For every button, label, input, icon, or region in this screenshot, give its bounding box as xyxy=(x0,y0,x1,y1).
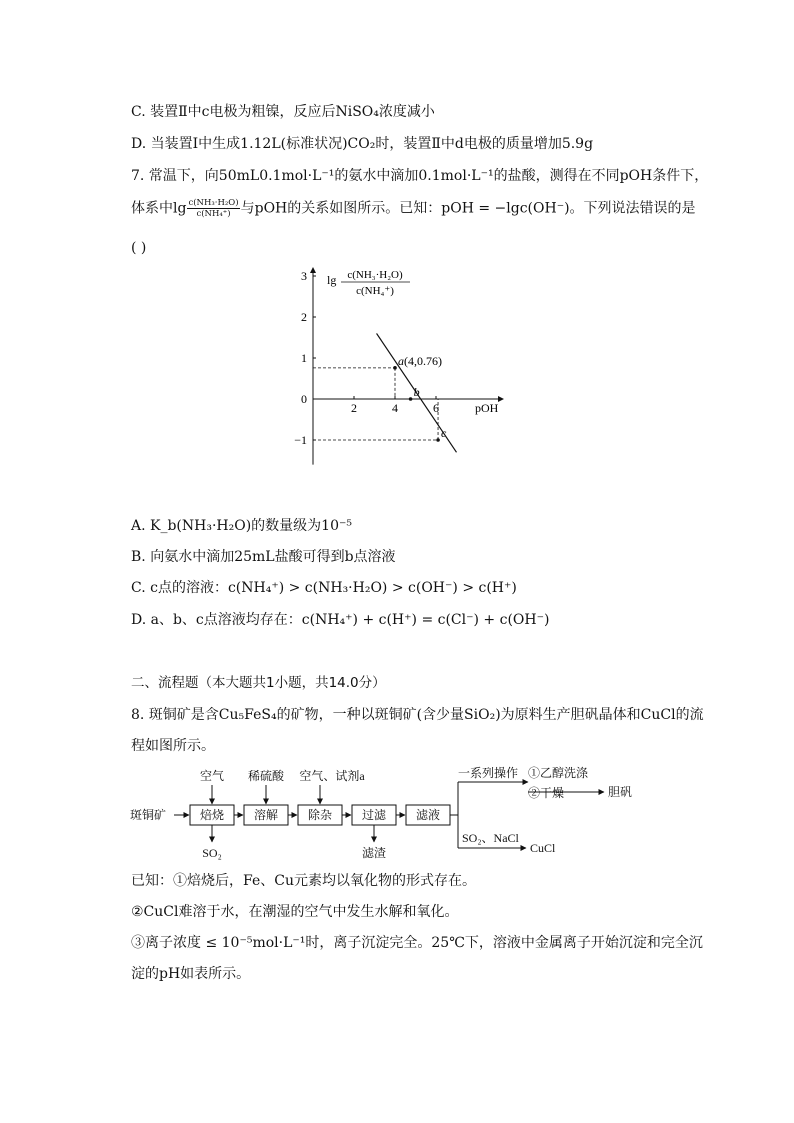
point-label-b: b xyxy=(413,385,420,399)
ylabel-denominator: c(NH₄⁺) xyxy=(356,285,394,297)
flow-product-bluevitriol: 胆矾 xyxy=(608,785,633,799)
q8-flowchart xyxy=(128,764,668,862)
flow-product-cucl: CuCl xyxy=(530,841,556,855)
q8-known-1: 已知：①焙烧后，Fe、Cu元素均以氧化物的形式存在。 xyxy=(131,873,476,889)
q8-known-2: ②CuCl难溶于水，在潮湿的空气中发生水解和氧化。 xyxy=(131,904,459,920)
q7-stem-line1: 7. 常温下，向50mL0.1mol·L⁻¹的氨水中滴加0.1mol·L⁻¹的盐酸，测得在不同pOH条件下， xyxy=(131,168,709,184)
ylabel-lg: lg xyxy=(327,273,337,287)
flow-dry: ②干燥 xyxy=(528,786,565,800)
q7-stem-line2 xyxy=(131,198,696,219)
q7-fraction-denominator: c(NH₄⁺) xyxy=(196,209,231,219)
y-tick-label: 2 xyxy=(301,310,307,324)
point-c xyxy=(436,438,440,442)
y-tick-label: 0 xyxy=(301,392,307,406)
flow-output-so2: SO₂ xyxy=(202,846,222,860)
q8-stem-line2: 程如图所示。 xyxy=(131,738,215,754)
flow-step-filtrate: 滤液 xyxy=(415,808,441,822)
flow-reagents: SO₂、NaCl xyxy=(462,831,519,845)
flow-wash: ①乙醇洗涤 xyxy=(528,766,589,780)
flow-step-roast: 焙烧 xyxy=(199,808,225,822)
q8-known-4: 淀的pH如表所示。 xyxy=(131,966,251,982)
chart-points xyxy=(313,354,447,442)
x-tick-label: 2 xyxy=(351,401,357,415)
q6-option-d: D. 当装置Ⅰ中生成1.12L(标准状况)CO₂时，装置Ⅱ中d电极的质量增加5.9g xyxy=(131,136,594,152)
chart-xlabel: pOH xyxy=(475,401,499,415)
q6-option-c: C. 装置Ⅱ中c电极为粗镍，反应后NiSO₄浓度减小 xyxy=(131,104,435,120)
y-tick-label: 1 xyxy=(301,351,307,365)
flow-step-dissolve: 溶解 xyxy=(253,808,279,822)
flow-input-air: 空气 xyxy=(199,769,225,783)
x-tick-label: 6 xyxy=(433,401,439,415)
flow-step-filter: 过滤 xyxy=(361,808,387,822)
section2-title: 二、流程题（本大题共1小题，共14.0分） xyxy=(131,675,386,691)
q7-option-a: A. K_b(NH₃·H₂O)的数量级为10⁻⁵ xyxy=(131,518,352,534)
q7-lg-prefix: 体系中lg xyxy=(131,200,187,217)
x-tick-label: 4 xyxy=(392,401,398,415)
q8-stem-line1: 8. 斑铜矿是含Cu₅FeS₄的矿物，一种以斑铜矿(含少量SiO₂)为原料生产胆矾晶体和CuCl的流 xyxy=(131,707,704,723)
q7-answer-paren: ( ) xyxy=(131,240,147,256)
flow-input-acid: 稀硫酸 xyxy=(247,769,285,783)
q7-option-d: D. a、b、c点溶液均存在：c(NH₄⁺) + c(H⁺) = c(Cl⁻) + c(OH⁻) xyxy=(131,612,550,628)
ylabel-numerator: c(NH₃·H₂O) xyxy=(347,269,403,281)
point-b xyxy=(409,397,413,401)
point-label-c: c xyxy=(441,426,447,440)
q7-option-b: B. 向氨水中滴加25mL盐酸可得到b点溶液 xyxy=(131,549,396,565)
q7-fraction-numerator: c(NH₃·H₂O) xyxy=(188,198,239,208)
flow-output-residue: 滤渣 xyxy=(361,846,387,860)
flow-start: 斑铜矿 xyxy=(130,808,167,822)
y-tick-label: −1 xyxy=(294,433,307,447)
point-label-a: a(4,0.76) xyxy=(398,353,442,368)
q8-known-3: ③离子浓度 ≤ 10⁻⁵mol·L⁻¹时，离子沉淀完全。25℃下，溶液中金属离子开始沉淀和完全沉 xyxy=(131,935,703,951)
flow-branch-label: 一系列操作 xyxy=(458,766,519,780)
point-a xyxy=(393,366,397,370)
q7-stem-tail: 与pOH的关系如图所示。已知：pOH = −lgc(OH⁻)。下列说法错误的是 xyxy=(240,200,696,217)
flow-step-purify: 除杂 xyxy=(307,808,333,822)
q7-chart xyxy=(285,262,510,478)
chart-ylabel xyxy=(327,269,410,297)
y-tick-label: 3 xyxy=(301,269,307,283)
q7-option-c: C. c点的溶液：c(NH₄⁺) > c(NH₃·H₂O) > c(OH⁻) > c(H⁺) xyxy=(131,580,517,596)
q7-ratio-fraction xyxy=(187,198,239,219)
flow-input-air-reagent: 空气、试剂a xyxy=(299,769,365,783)
